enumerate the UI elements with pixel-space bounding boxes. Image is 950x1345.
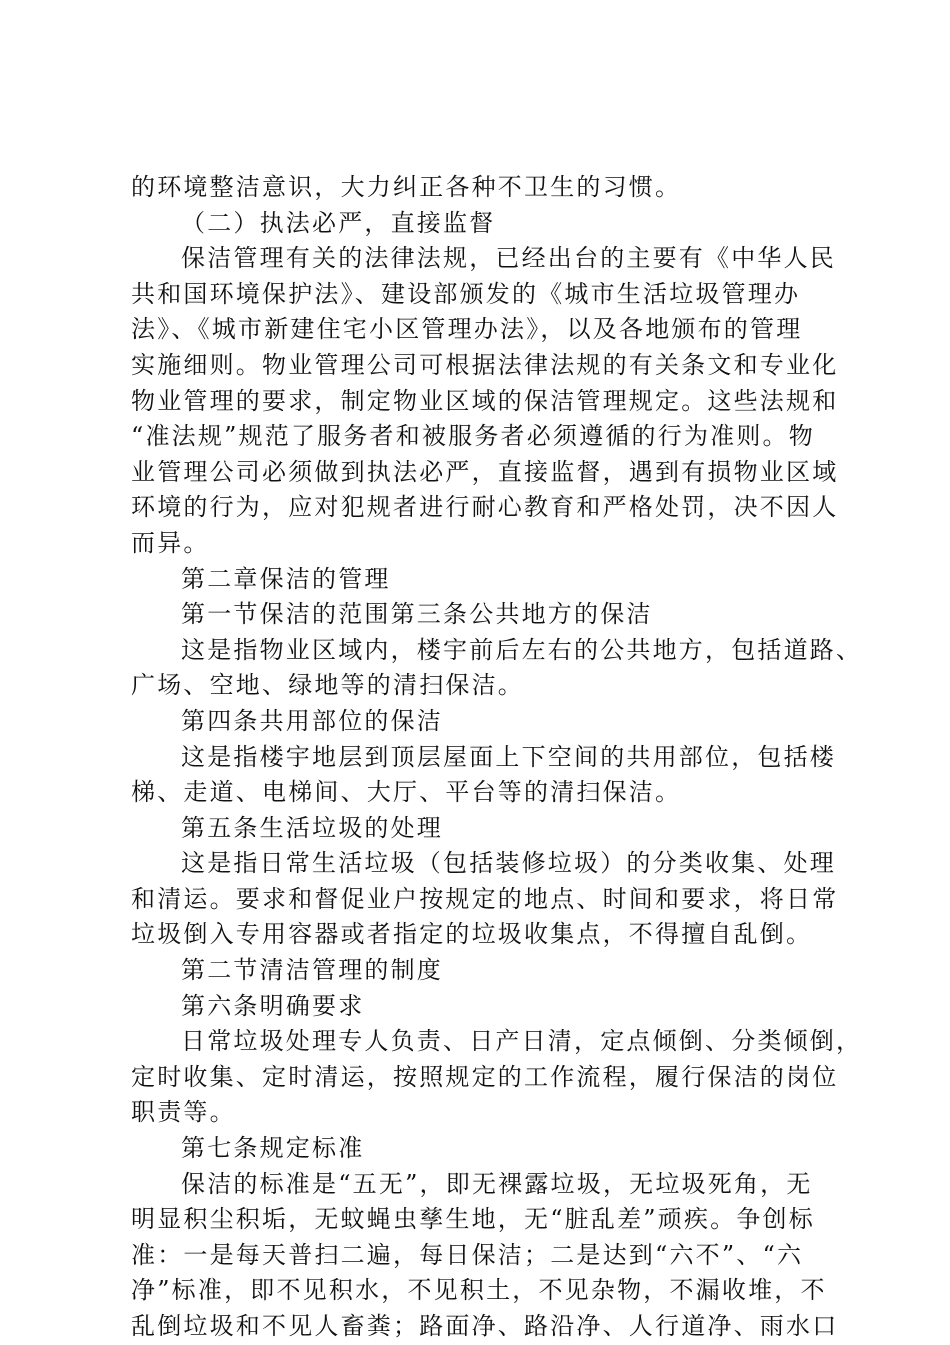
text-line: 准：一是每天普扫二遍，每日保洁；二是达到“六不”、“六: [131, 1240, 804, 1269]
text-line: 而异。: [131, 528, 210, 557]
text-line: 环境的行为，应对犯规者进行耐心教育和严格处罚，决不因人: [131, 493, 839, 522]
text-line: 保洁的标准是“五无”，即无裸露垃圾，无垃圾死角，无: [181, 1169, 813, 1198]
article-heading: 第四条共用部位的保洁: [181, 706, 443, 735]
article-heading: 第七条规定标准: [181, 1134, 365, 1163]
article-heading: 第五条生活垃圾的处理: [181, 813, 443, 842]
text-line: 净”标准，即不见积水，不见积土，不见杂物，不漏收堆，不: [131, 1276, 827, 1305]
text-line: 乱倒垃圾和不见人畜粪；路面净、路沿净、人行道净、雨水口: [131, 1312, 839, 1340]
text-line: 物业管理的要求，制定物业区域的保洁管理规定。这些法规和: [131, 386, 839, 415]
text-line: 梯、走道、电梯间、大厅、平台等的清扫保洁。: [131, 778, 682, 807]
text-line: 业管理公司必须做到执法必严，直接监督，遇到有损物业区域: [131, 457, 839, 486]
text-line: 职责等。: [131, 1098, 236, 1127]
text-line: 定时收集、定时清运，按照规定的工作流程，履行保洁的岗位: [131, 1062, 839, 1091]
text-line: 明显积尘积垢，无蚊蝇虫孳生地，无“脏乱差”顽疾。争创标: [131, 1205, 815, 1234]
text-line: 保洁管理有关的法律法规，已经出台的主要有《中华人民: [181, 244, 836, 273]
chapter-heading: 第二章保洁的管理: [181, 564, 391, 593]
text-line: 和清运。要求和督促业户按规定的地点、时间和要求，将日常: [131, 884, 839, 913]
text-line: 法》、《城市新建住宅小区管理办法》，以及各地颁布的管理: [131, 315, 803, 344]
section-heading: 第二节清洁管理的制度: [181, 956, 443, 985]
section-heading: （二）执法必严，直接监督: [181, 208, 496, 237]
text-line: 垃圾倒入专用容器或者指定的垃圾收集点，不得擅自乱倒。: [131, 920, 813, 949]
text-line: 这是指物业区域内，楼宇前后左右的公共地方，包括道路、: [181, 635, 863, 664]
section-heading: 第一节保洁的范围第三条公共地方的保洁: [181, 600, 653, 629]
text-line: 实施细则。物业管理公司可根据法律法规的有关条文和专业化: [131, 350, 839, 379]
text-line: 共和国环境保护法》、建设部颁发的《城市生活垃圾管理办: [131, 279, 801, 308]
article-heading: 第六条明确要求: [181, 991, 365, 1020]
text-line: 这是指日常生活垃圾（包括装修垃圾）的分类收集、处理: [181, 849, 836, 878]
text-line: 广场、空地、绿地等的清扫保洁。: [131, 671, 524, 700]
text-line: “准法规”规范了服务者和被服务者必须遵循的行为准则。物: [131, 422, 815, 451]
text-line: 日常垃圾处理专人负责、日产日清，定点倾倒、分类倾倒，: [181, 1027, 863, 1056]
text-line: 的环境整洁意识，大力纠正各种不卫生的习惯。: [131, 173, 682, 201]
text-line: 这是指楼宇地层到顶层屋面上下空间的共用部位，包括楼: [181, 742, 836, 771]
document-body: [131, 170, 863, 1345]
